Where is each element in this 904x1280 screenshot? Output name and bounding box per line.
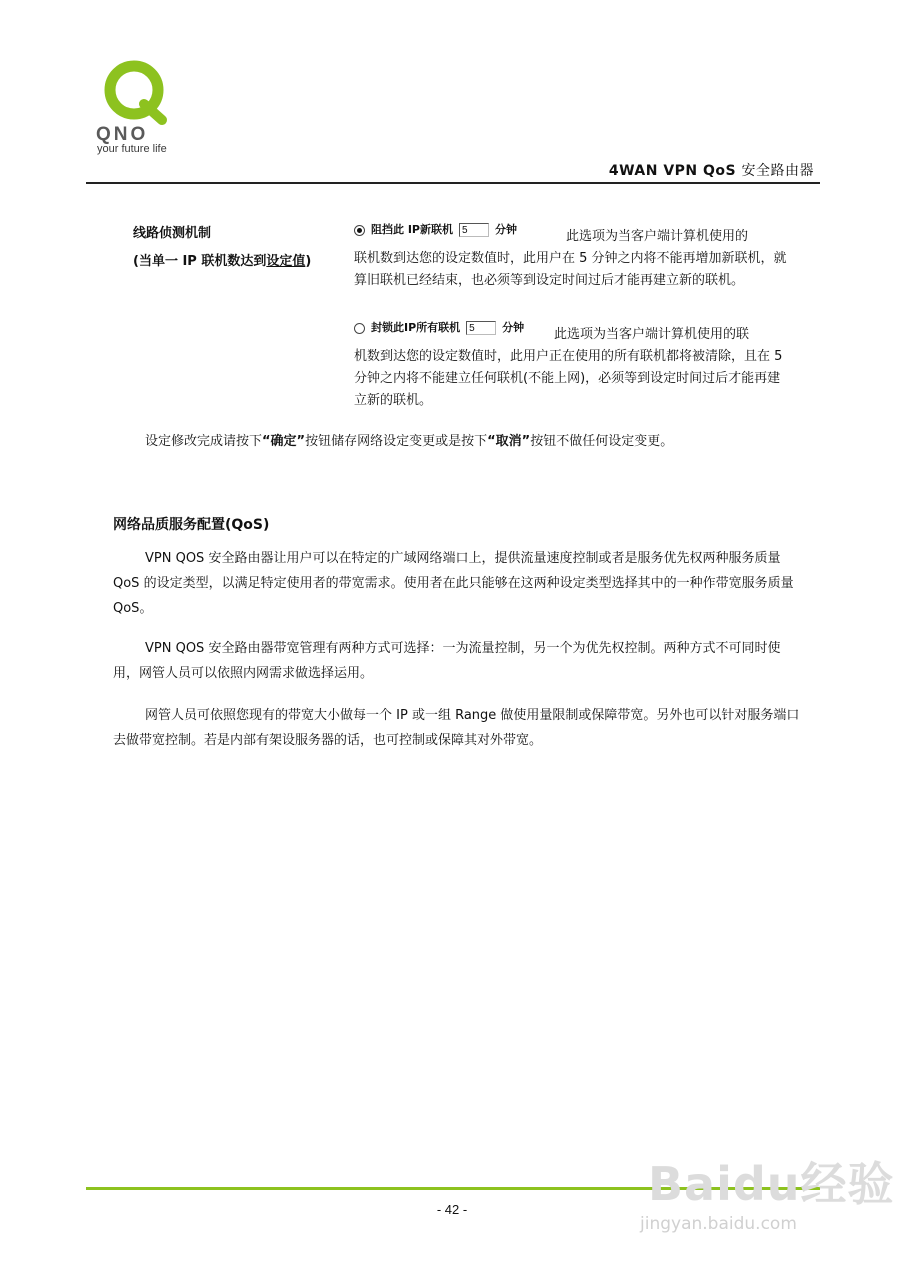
logo-wordmark: QNO — [96, 124, 149, 145]
header-title-en: 4WAN VPN QoS — [608, 163, 737, 179]
option-block-all-connections — [354, 318, 788, 412]
setting-label-condition-pre: (当单一 IP 联机数达到 — [133, 254, 267, 269]
header-title-cn: 安全路由器 — [741, 163, 814, 179]
qos-paragraph: VPN QOS 安全路由器带宽管理有两种方式可选择：一为流量控制，另一个为优先权控制。两种方式不可同时使用，网管人员可以依照内网需求做选择运用。 — [113, 641, 781, 681]
baidu-watermark-url: jingyan.baidu.com — [640, 1214, 797, 1234]
option-block-new-connections — [354, 220, 788, 292]
qos-paragraph: 网管人员可依照您现有的带宽大小做每一个 IP 或一组 Range 做使用量限制或保障带宽。另外也可以针对服务端口去做带宽控制。若是内部有架设服务器的话，也可控制或保障其对外带宽。 — [113, 708, 800, 748]
radio-selected-icon — [354, 225, 365, 236]
option-description: 联机数到达您的设定数值时，此用户在 5 分钟之内将不能再增加新联机，就算旧联机已经结束，也必须等到设定时间过后才能再建立新的联机。 — [354, 251, 787, 288]
minutes-unit: 分钟 — [494, 223, 517, 236]
logo-tagline: your future life — [97, 143, 167, 155]
confirm-ok-term: “确定” — [262, 434, 306, 449]
page-number: - 42 - — [436, 1202, 468, 1217]
setting-label-condition — [133, 250, 311, 269]
header-title — [609, 160, 814, 180]
radio-label: 封锁此IP所有联机 — [371, 321, 461, 334]
section-title-qos: 网络品质服务配置(QoS) — [113, 517, 270, 533]
radio-block-all-connections[interactable] — [354, 318, 524, 338]
setting-label-condition-underlined: 设定值 — [266, 254, 306, 269]
confirm-mid: 按钮储存网络设定变更或是按下 — [305, 434, 488, 449]
header-rule — [86, 182, 820, 184]
minutes-input[interactable]: 5 — [466, 321, 496, 335]
option-description-first: 此选项为当客户端计算机使用的 — [566, 229, 749, 244]
minutes-unit: 分钟 — [502, 321, 525, 334]
setting-label-condition-post: ) — [305, 254, 312, 269]
confirm-pre: 设定修改完成请按下 — [145, 434, 263, 449]
confirm-cancel-term: “取消” — [487, 434, 531, 449]
option-description: 机数到达您的设定数值时，此用户正在使用的所有联机都将被清除，且在 5 分钟之内将不能建立任何联机(不能上网)，必须等到设定时间过后才能再建立新的联机。 — [354, 349, 783, 408]
minutes-input[interactable]: 5 — [459, 223, 489, 237]
confirm-post: 按钮不做任何设定变更。 — [530, 434, 674, 449]
radio-unselected-icon — [354, 323, 365, 334]
baidu-watermark: Baidu经验 — [648, 1157, 895, 1211]
radio-label: 阻挡此 IP新联机 — [371, 223, 453, 236]
option-description-first: 此选项为当客户端计算机使用的联 — [554, 327, 750, 342]
confirm-instruction — [145, 430, 673, 449]
setting-label: 线路侦测机制 — [133, 226, 212, 241]
qos-paragraph: VPN QOS 安全路由器让用户可以在特定的广域网络端口上，提供流量速度控制或者是服务优先权两种服务质量 QoS 的设定类型，以满足特定使用者的带宽需求。使用者在此只能够在这两种设定类型选择其中的一种作带宽服务质量 QoS。 — [113, 551, 794, 616]
radio-block-new-connections[interactable] — [354, 220, 517, 240]
